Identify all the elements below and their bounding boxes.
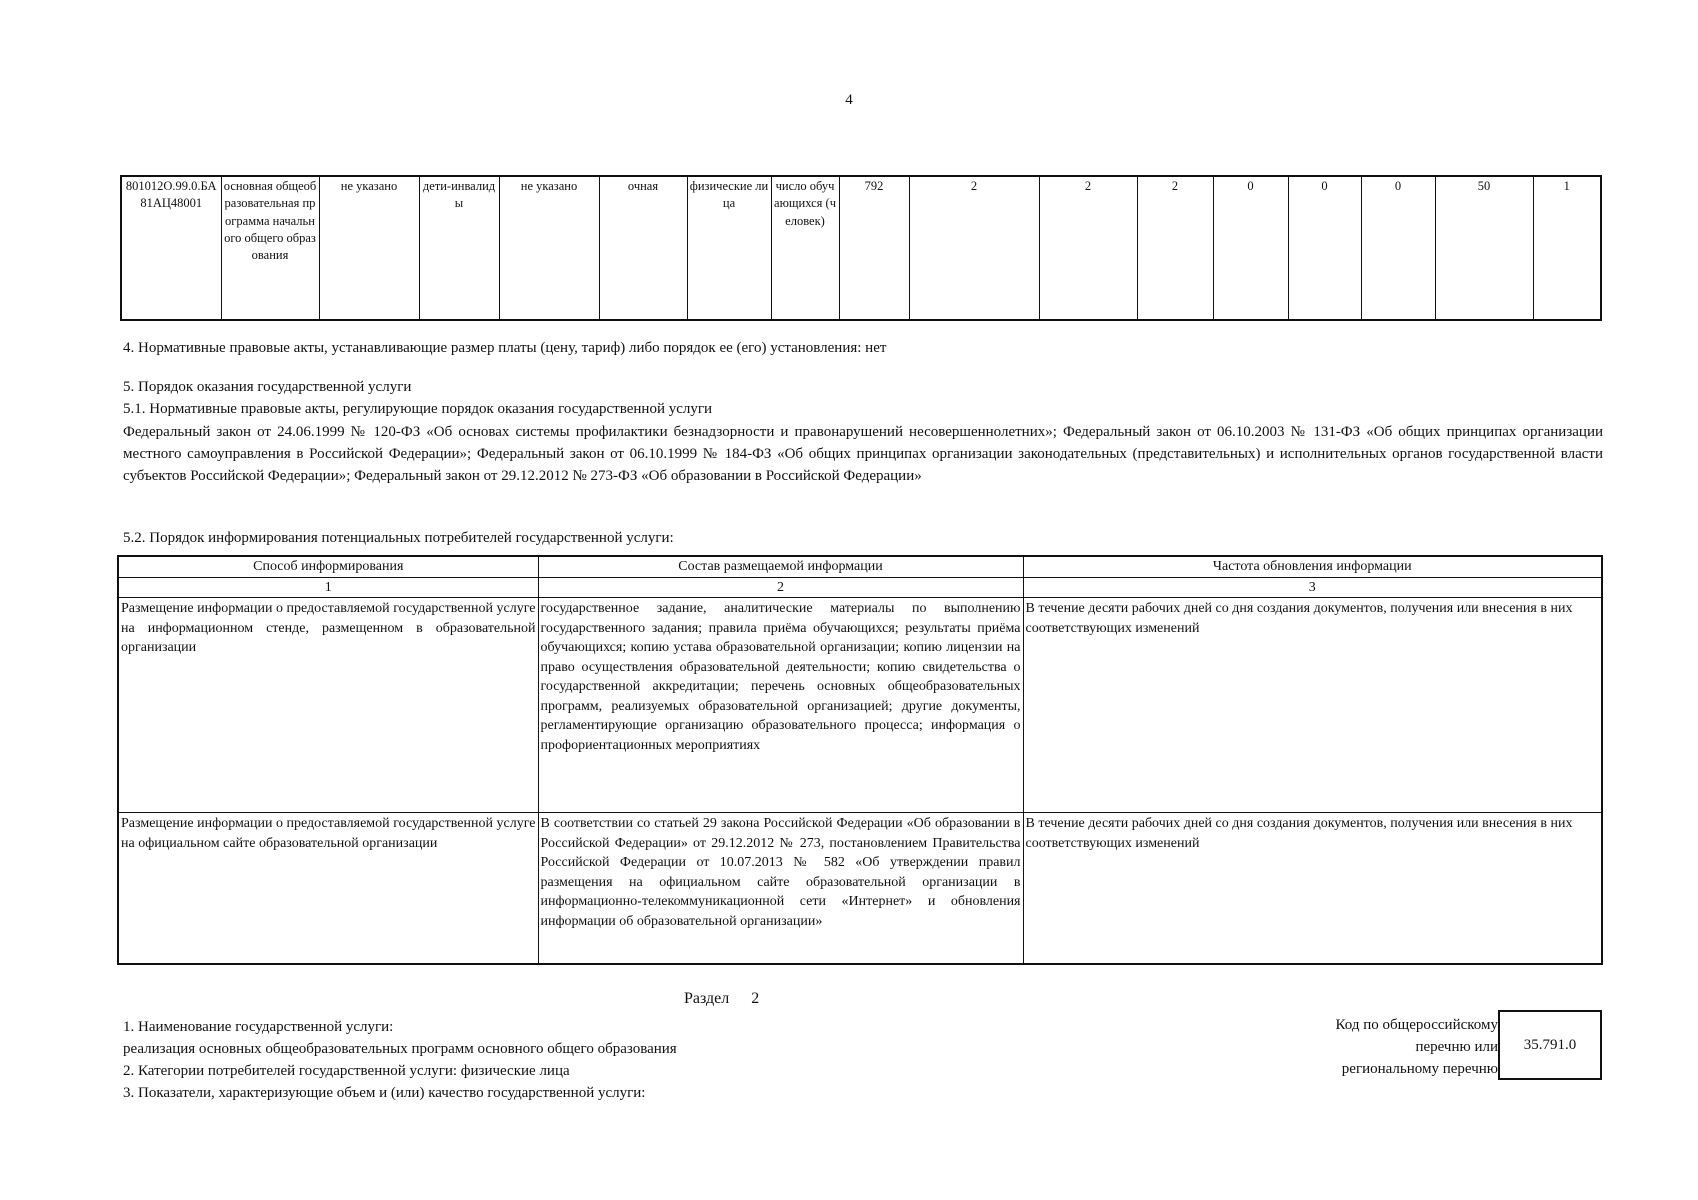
table-cell: 2 — [909, 176, 1039, 320]
table-cell: 2 — [1039, 176, 1137, 320]
table-cell: 801012О.99.0.БА81АЦ48001 — [121, 176, 221, 320]
frequency-cell: В течение десяти рабочих дней со дня создания документов, получения или внесения в них соответствующих изменений — [1023, 598, 1602, 813]
code-label-line: перечню или — [1415, 1039, 1498, 1055]
column-header: Частота обновления информации — [1023, 556, 1602, 577]
code-value: 35.791.0 — [1523, 1036, 1577, 1053]
section-label: Раздел — [684, 990, 730, 1007]
s2-item-1: 1. Наименование государственной услуги: — [123, 1019, 394, 1035]
table-cell: 0 — [1288, 176, 1361, 320]
code-label — [1336, 1014, 1498, 1080]
s2-item-3: 3. Показатели, характеризующие объем и (или) качество государственной услуги: — [123, 1085, 646, 1101]
table-cell: не указано — [319, 176, 419, 320]
frequency-cell: В течение десяти рабочих дней со дня создания документов, получения или внесения в них соответствующих изменений — [1023, 813, 1602, 965]
s2-item-2: 2. Категории потребителей государственной услуги: физические лица — [123, 1063, 570, 1079]
table-cell: число обучающихся (человек) — [771, 176, 839, 320]
column-header: Состав размещаемой информации — [538, 556, 1023, 577]
paragraph-5-2: 5.2. Порядок информирования потенциальных потребителей государственной услуги: — [123, 530, 674, 546]
table-cell: физические лица — [687, 176, 771, 320]
column-number: 2 — [538, 577, 1023, 598]
table-row — [118, 598, 1602, 813]
table-row — [118, 813, 1602, 965]
laws-paragraph: Федеральный закон от 24.06.1999 № 120-ФЗ «Об основах системы профилактики безнадзорности и правонарушений несовершеннолетних»; Федеральный закон от 06.10.2003 № 131-ФЗ «Об общих принципах организации местного самоуправления в Российской Федерации»; Федеральный закон от 06.10.1999 № 184-ФЗ «Об общих принципах организации законодательных (представительных) и исполнительных органов государственной власти субъектов Российской Федерации»; Федеральный закон от 29.12.2012 № 273-ФЗ «Об образовании в Российской Федерации» — [123, 424, 1603, 484]
section-number: 2 — [751, 990, 760, 1007]
table-cell: 1 — [1533, 176, 1601, 320]
table-cell: 2 — [1137, 176, 1213, 320]
code-label-line: региональному перечню — [1341, 1061, 1498, 1077]
paragraph-5-1: 5.1. Нормативные правовые акты, регулирующие порядок оказания государственной услуги — [123, 401, 713, 417]
column-number: 3 — [1023, 577, 1602, 598]
table-cell: 792 — [839, 176, 909, 320]
paragraph-4: 4. Нормативные правовые акты, устанавливающие размер платы (цену, тариф) либо порядок ее (его) установления: нет — [123, 340, 887, 356]
content-cell: государственное задание, аналитические материалы по выполнению государственного задания; правила приёма обучающихся; результаты приёма обучающихся; копию устава образовательной организации; копию лицензии на право осуществления образовательной деятельности; копию свидетельства о государственной аккредитации; перечень основных общеобразовательных программ, реализуемых образовательной организацией; другие документы, регламентирующие организацию образовательного процесса; информация о профориентационных мероприятиях — [538, 598, 1023, 813]
paragraph-5: 5. Порядок оказания государственной услуги — [123, 379, 412, 395]
code-label-line: Код по общероссийскому — [1335, 1017, 1498, 1033]
column-header: Способ информирования — [118, 556, 538, 577]
indicator-row — [121, 176, 1601, 320]
page-number: 4 — [845, 92, 853, 108]
table-cell: 50 — [1435, 176, 1533, 320]
content-cell: В соответствии со статьей 29 закона Российской Федерации «Об образовании в Российской Федерации» от 29.12.2012 № 273, постановлением Правительства Российской Федерации от 10.07.2013 № 582 «Об утверждении правил размещения на официальном сайте образовательной организации в информационно-телекоммуникационной сети «Интернет» и обновления информации об образовательной организации» — [538, 813, 1023, 965]
table-cell: очная — [599, 176, 687, 320]
code-value-box — [1498, 1010, 1602, 1080]
table-cell: 0 — [1361, 176, 1435, 320]
column-number-row — [118, 577, 1602, 598]
method-cell: Размещение информации о предоставляемой государственной услуге на информационном стенде, размещенном в образовательной организации — [118, 598, 538, 813]
table-cell: 0 — [1213, 176, 1288, 320]
table-cell: основная общеобразовательная программа начального общего образования — [221, 176, 319, 320]
table-cell: дети-инвалиды — [419, 176, 499, 320]
table-header-row — [118, 556, 1602, 577]
information-table — [117, 555, 1603, 965]
column-number: 1 — [118, 577, 538, 598]
s2-item-1-value: реализация основных общеобразовательных программ основного общего образования — [123, 1041, 677, 1057]
method-cell: Размещение информации о предоставляемой государственной услуге на официальном сайте образовательной организации — [118, 813, 538, 965]
indicator-table — [120, 175, 1602, 321]
table-cell: не указано — [499, 176, 599, 320]
section-heading — [684, 990, 759, 1008]
